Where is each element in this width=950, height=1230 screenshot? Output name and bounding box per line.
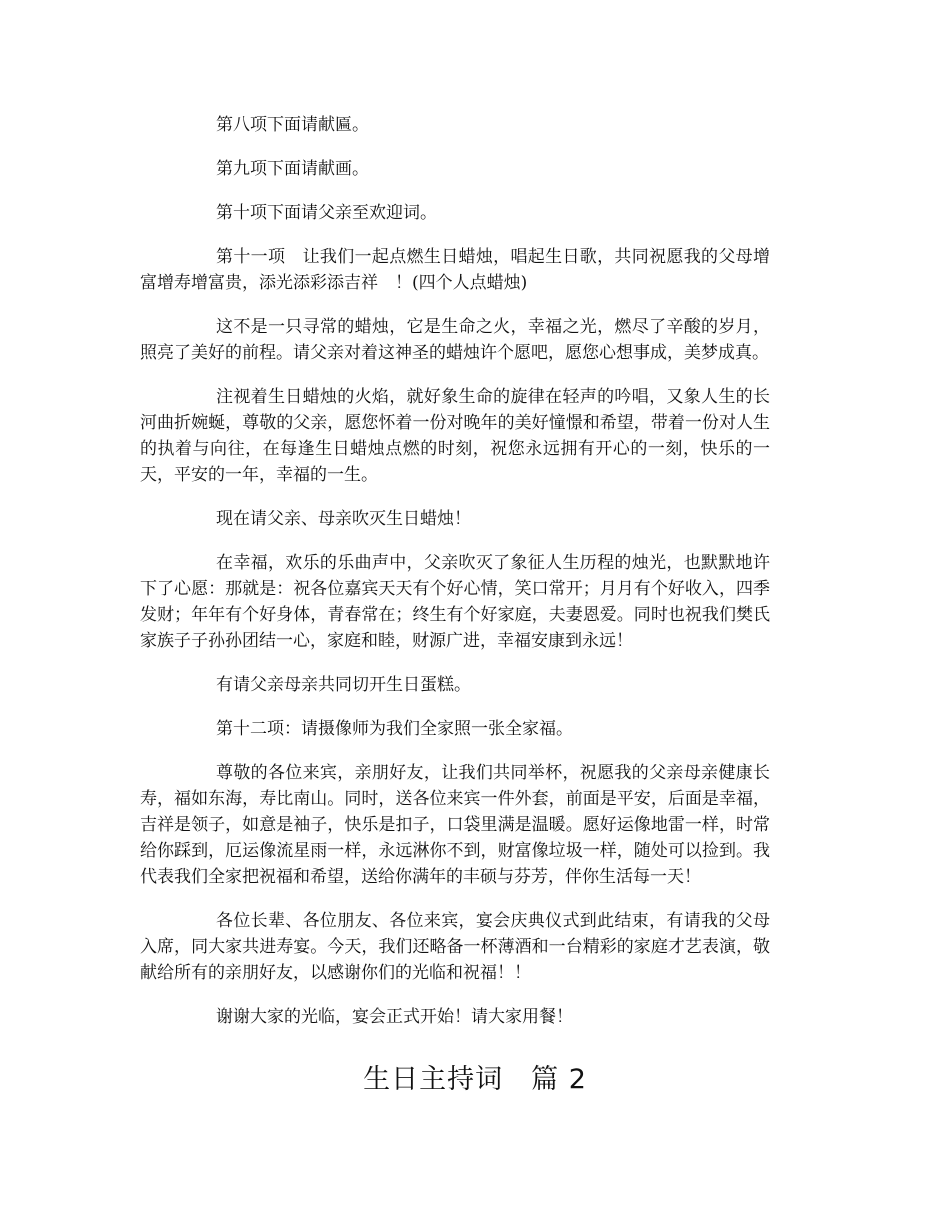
paragraph: 这不是一只寻常的蜡烛，它是生命之火，幸福之光，燃尽了辛酸的岁月，照亮了美好的前程。请父亲对着这神圣的蜡烛许个愿吧，愿您心想事成，美梦成真。: [140, 317, 770, 363]
paragraph: 第八项下面请献匾。: [216, 115, 369, 135]
paragraph: 现在请父亲、母亲吹灭生日蜡烛！: [216, 509, 471, 529]
document-body: [140, 112, 770, 1048]
paragraph: 有请父亲母亲共同切开生日蛋糕。: [216, 675, 471, 695]
paragraph: 尊敬的各位来宾，亲朋好友，让我们共同举杯，祝愿我的父亲母亲健康长寿，福如东海，寿比南山。同时，送各位来宾一件外套，前面是平安，后面是幸福，吉祥是领子，如意是袖子，快乐是扣子，口袋里满是温暖。愿好运像地雷一样，时常给你踩到，厄运像流星雨一样，永远淋你不到，财富像垃圾一样，随处可以捡到。我代表我们全家把祝福和希望，送给你满年的丰硕与芬芳，伴你生活每一天！: [140, 763, 770, 887]
paragraph: 第九项下面请献画。: [216, 159, 369, 179]
paragraph: 各位长辈、各位朋友、各位来宾，宴会庆典仪式到此结束，有请我的父母入席，同大家共进寿宴。今天，我们还略备一杯薄酒和一台精彩的家庭才艺表演，敬献给所有的亲朋好友，以感谢你们的光临和祝福！！: [140, 911, 770, 983]
paragraph: 谢谢大家的光临，宴会正式开始！请大家用餐！: [216, 1007, 573, 1027]
paragraph: 在幸福，欢乐的乐曲声中，父亲吹灭了象征人生历程的烛光，也默默地许下了心愿：那就是：祝各位嘉宾天天有个好心情，笑口常开；月月有个好收入，四季发财；年年有个好身体，青春常在；终生有个好家庭，夫妻恩爱。同时也祝我们樊氏家族子子孙孙团结一心，家庭和睦，财源广进，幸福安康到永远！: [140, 553, 770, 651]
paragraph: 第十二项：请摄像师为我们全家照一张全家福。: [216, 719, 573, 739]
paragraph: 第十一项 让我们一起点燃生日蜡烛，唱起生日歌，共同祝愿我的父母增富增寿增富贵，添光添彩添吉祥 ！(四个人点蜡烛): [140, 247, 770, 293]
paragraph: 第十项下面请父亲至欢迎词。: [216, 203, 437, 223]
paragraph: 注视着生日蜡烛的火焰，就好象生命的旋律在轻声的吟唱，又象人生的长河曲折婉蜒，尊敬的父亲，愿您怀着一份对晚年的美好憧憬和希望，带着一份对人生的执着与向往，在每逢生日蜡烛点燃的时刻，祝您永远拥有开心的一刻，快乐的一天，平安的一年，幸福的一生。: [140, 387, 770, 485]
section-heading: 生日主持词 篇 2: [363, 1064, 587, 1095]
